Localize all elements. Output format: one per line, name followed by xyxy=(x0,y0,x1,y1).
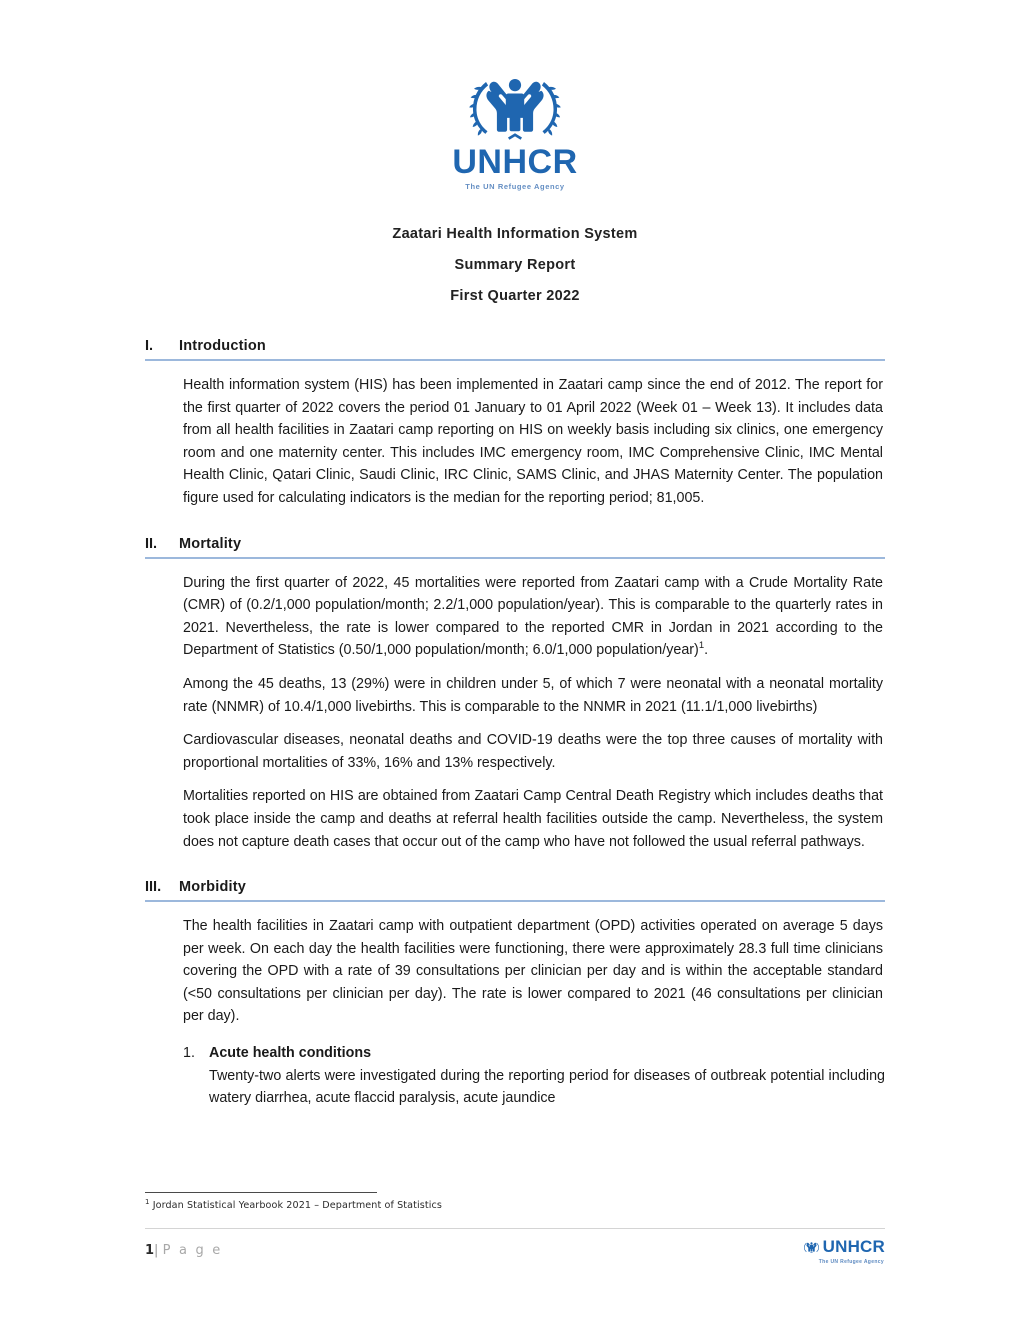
section-introduction xyxy=(145,338,885,510)
paragraph-text: During the first quarter of 2022, 45 mortalities were reported from Zaatari camp with a Crude Mortality Rate (CMR) of (0.2/1,000 population/month; 2.2/1,000 population/year). This is comparable to the quarterly rates in 2021. Nevertheless, the rate is lower compared to the reported CMR in Jordan in 2021 according to the Department of Statistics (0.50/1,000 population/month; 6.0/1,000 population/year) xyxy=(183,574,883,659)
unhcr-wordmark: UNHCR xyxy=(822,1237,885,1256)
paragraph: Cardiovascular diseases, neonatal deaths and COVID-19 deaths were the top three causes of mortality with proportional mortalities of 33%, 16% and 13% respectively. xyxy=(183,732,883,771)
unhcr-wordmark: UNHCR xyxy=(452,143,578,181)
section-title: Mortality xyxy=(179,535,242,552)
unhcr-tagline: The UN Refugee Agency xyxy=(818,1259,884,1265)
section-mortality xyxy=(145,536,885,854)
section-heading xyxy=(145,536,885,559)
footnote-text: Jordan Statistical Yearbook 2021 – Department of Statistics xyxy=(149,1200,442,1211)
section-morbidity xyxy=(145,879,885,1110)
section-body xyxy=(145,915,885,1028)
unhcr-hands-laurel-icon xyxy=(456,62,574,144)
paragraph: Among the 45 deaths, 13 (29%) were in children under 5, of which 7 were neonatal with a neonatal mortality rate (NNMR) of 10.4/1,000 livebirths. This is comparable to the NNMR in 2021 (11.1/1,000 livebirths) xyxy=(183,675,883,715)
document-title xyxy=(145,219,885,312)
subsection-title: Acute health conditions xyxy=(209,1045,372,1062)
footnote-separator xyxy=(145,1192,377,1193)
paragraph: Mortalities reported on HIS are obtained from Zaatari Camp Central Death Registry which includes deaths that took place inside the camp and deaths at referral health facilities outside the camp. Nevertheless, the system does not capture death cases that occur out of the camp who have not followed the usual referral pathways. xyxy=(183,788,883,850)
section-body xyxy=(145,572,885,854)
footnote-reference[interactable]: 1 xyxy=(698,640,705,652)
paragraph xyxy=(183,572,883,662)
title-line-3: First Quarter 2022 xyxy=(450,288,580,304)
unhcr-hands-laurel-icon xyxy=(801,1236,822,1257)
footnote-marker: 1 xyxy=(145,1197,150,1206)
section-heading xyxy=(145,338,885,361)
section-number: III. xyxy=(145,879,162,896)
footer-logo-row xyxy=(801,1236,885,1257)
page-number-value: 1 xyxy=(145,1243,155,1258)
subsection-body xyxy=(209,1042,885,1110)
section-title: Morbidity xyxy=(179,879,247,896)
section-number: II. xyxy=(145,535,158,552)
title-line-2: Summary Report xyxy=(454,257,576,273)
title-line-1: Zaatari Health Information System xyxy=(392,226,638,242)
subsection-acute-health-conditions xyxy=(145,1042,885,1110)
subsection-number: 1. xyxy=(183,1045,195,1062)
page-separator: | xyxy=(154,1243,159,1258)
footnote xyxy=(145,1197,885,1211)
unhcr-tagline: The UN Refugee Agency xyxy=(465,182,565,191)
paragraph: The health facilities in Zaatari camp with outpatient department (OPD) activities operated on average 5 days per week. On each day the health facilities were functioning, there were approximately 28.3 full time clinicians covering the OPD with a rate of 39 consultations per clinician per day and is within the acceptable standard (<50 consultations per clinician per day). The rate is lower compared to 2021 (46 consultations per clinician per day). xyxy=(183,918,883,1025)
paragraph: Twenty-two alerts were investigated during the reporting period for diseases of outbreak potential including watery diarrhea, acute flaccid paralysis, acute jaundice xyxy=(209,1067,885,1107)
unhcr-logo-header xyxy=(145,0,885,191)
page-content xyxy=(145,0,885,1110)
section-title: Introduction xyxy=(179,338,266,354)
section-number: I. xyxy=(145,338,154,354)
page-number xyxy=(145,1243,222,1258)
page-label: P a g e xyxy=(162,1243,223,1258)
paragraph: Health information system (HIS) has been implemented in Zaatari camp since the end of 2012. The report for the first quarter of 2022 covers the period 01 January to 01 April 2022 (Week 01 – Week 13). It includes data from all health facilities in Zaatari camp reporting on HIS on weekly basis including six clinics, one emergency room and one maternity center. This includes IMC emergency room, IMC Comprehensive Clinic, IMC Mental Health Clinic, Qatari Clinic, Saudi Clinic, IRC Clinic, SAMS Clinic, and JHAS Maternity Center. The population figure used for calculating indicators is the median for the reporting period; 81,005. xyxy=(183,377,883,506)
unhcr-logo-footer xyxy=(801,1236,885,1265)
page-footer xyxy=(145,1228,885,1265)
section-body xyxy=(145,374,885,510)
paragraph-tail: . xyxy=(704,642,709,659)
section-heading xyxy=(145,879,885,902)
footnote-area xyxy=(145,1192,885,1211)
